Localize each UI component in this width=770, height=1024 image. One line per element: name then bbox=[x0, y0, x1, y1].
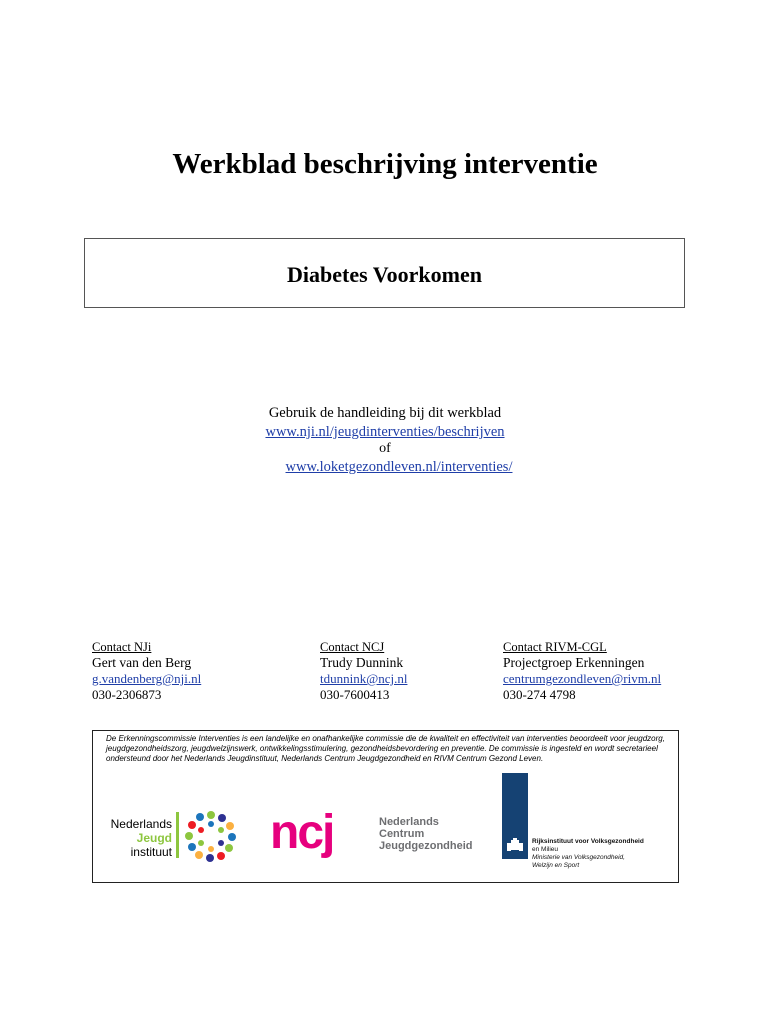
nji-logo-line2: Jeugd bbox=[136, 831, 172, 845]
contact-heading: Contact RIVM-CGL bbox=[503, 640, 607, 654]
contact-rivm bbox=[503, 640, 661, 703]
loket-link[interactable]: www.loketgezondleven.nl/interventies/ bbox=[285, 459, 513, 475]
document-title: Werkblad beschrijving interventie bbox=[172, 148, 598, 180]
nji-link[interactable]: www.nji.nl/jeugdinterventies/beschrijven bbox=[265, 424, 505, 440]
contact-email[interactable]: tdunnink@ncj.nl bbox=[320, 671, 408, 686]
contact-email[interactable]: centrumgezondleven@rivm.nl bbox=[503, 671, 662, 686]
contact-heading: Contact NCJ bbox=[320, 640, 385, 654]
disclaimer-text: De Erkenningscommissie Interventies is een landelijke en onafhankelijke commissie die de kwaliteit en effectiviteit van interventies beoordeelt voor jeugdzorg, jeugdgezondheidszorg, jeugdwelzijnswerk, ontwikkelingsstimulering, gezondheidsbevordering en preventie. De commissie is ingesteld en wordt secretarieel ondersteund door het Nederlands Jeugdinstituut, Nederlands Centrum Jeugdgezondheid en RIVM Centrum Gezond Leven. bbox=[106, 734, 665, 763]
or-text: of bbox=[379, 441, 391, 456]
contact-nji bbox=[92, 640, 201, 703]
contact-heading: Contact NJi bbox=[92, 640, 152, 654]
rivm-coat-of-arms-icon bbox=[505, 836, 525, 856]
rivm-logo-line3: Ministerie van Volksgezondheid, bbox=[532, 854, 625, 861]
ncj-logo-line1: Nederlands bbox=[379, 816, 439, 828]
ncj-logo-line3: Jeugdgezondheid bbox=[379, 840, 473, 852]
ncj-logo-text bbox=[379, 816, 473, 852]
nji-logo-divider bbox=[176, 812, 179, 858]
contact-phone: 030-274 4798 bbox=[503, 687, 576, 702]
instruction-text: Gebruik de handleiding bij dit werkblad bbox=[268, 405, 502, 421]
intervention-name: Diabetes Voorkomen bbox=[287, 262, 482, 287]
contact-name: Projectgroep Erkenningen bbox=[503, 655, 645, 670]
nji-logo-line1: Nederlands bbox=[110, 817, 172, 831]
contact-ncj bbox=[320, 640, 407, 703]
ncj-logo-mark: ncj bbox=[270, 806, 334, 859]
contact-name: Trudy Dunnink bbox=[320, 655, 404, 670]
rivm-logo-line2: en Milieu bbox=[532, 846, 559, 853]
contact-name: Gert van den Berg bbox=[92, 655, 192, 670]
ncj-logo-line2: Centrum bbox=[379, 828, 425, 840]
contact-email[interactable]: g.vandenberg@nji.nl bbox=[92, 671, 202, 686]
contact-phone: 030-2306873 bbox=[92, 687, 162, 702]
rivm-logo-line4: Welzijn en Sport bbox=[532, 862, 580, 869]
rivm-logo-line1: Rijksinstituut voor Volksgezondheid bbox=[532, 838, 644, 845]
nji-logo-line3: instituut bbox=[130, 845, 172, 859]
contact-phone: 030-7600413 bbox=[320, 687, 390, 702]
rivm-logo-text bbox=[532, 838, 644, 870]
nji-logo-text bbox=[102, 817, 172, 859]
nji-emblem-icon bbox=[184, 810, 238, 862]
